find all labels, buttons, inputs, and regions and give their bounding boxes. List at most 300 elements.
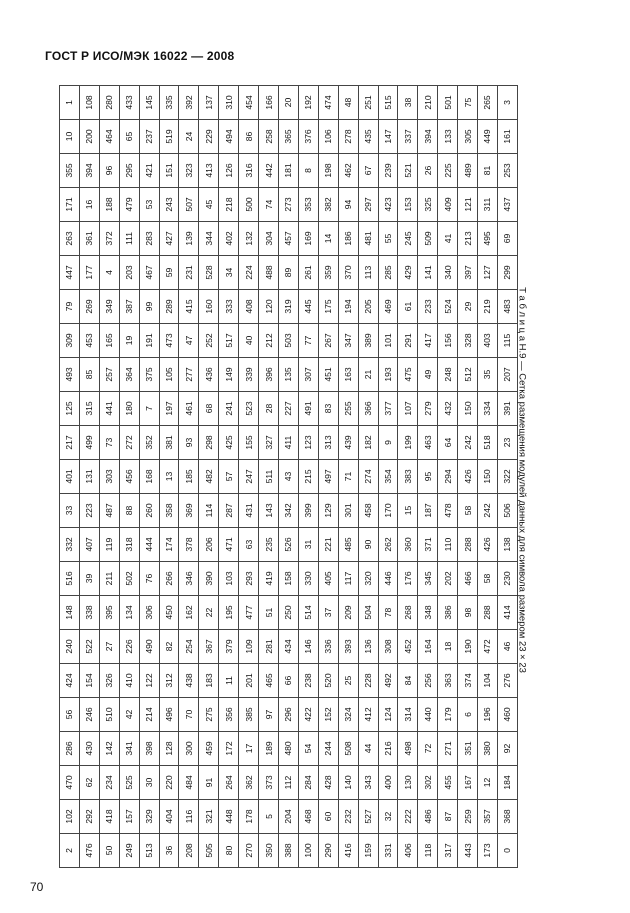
table-frame — [59, 85, 518, 868]
table-cell: 513 — [139, 834, 159, 868]
table-cell: 88 — [119, 494, 139, 528]
table-cell: 459 — [199, 732, 219, 766]
table-cell: 163 — [338, 358, 358, 392]
table-cell: 525 — [119, 766, 139, 800]
table-row — [159, 86, 179, 868]
table-cell: 109 — [239, 630, 259, 664]
table-cell: 60 — [318, 800, 338, 834]
table-cell: 97 — [259, 698, 279, 732]
table-cell: 168 — [139, 460, 159, 494]
table-cell: 332 — [60, 528, 80, 562]
table-cell: 433 — [119, 86, 139, 120]
table-cell: 464 — [99, 120, 119, 154]
table-cell: 219 — [478, 290, 498, 324]
table-cell: 23 — [497, 426, 517, 460]
table-cell: 181 — [278, 154, 298, 188]
table-cell: 505 — [199, 834, 219, 868]
table-cell: 270 — [239, 834, 259, 868]
table-cell: 326 — [99, 664, 119, 698]
table-cell: 443 — [458, 834, 478, 868]
table-cell: 352 — [139, 426, 159, 460]
table-cell: 262 — [378, 528, 398, 562]
table-cell: 265 — [478, 86, 498, 120]
table-cell: 293 — [239, 562, 259, 596]
table-row — [418, 86, 438, 868]
table-cell: 465 — [259, 664, 279, 698]
table-cell: 292 — [79, 800, 99, 834]
table-cell: 457 — [278, 222, 298, 256]
table-cell: 149 — [219, 358, 239, 392]
table-cell: 142 — [99, 732, 119, 766]
table-cell: 301 — [338, 494, 358, 528]
table-cell: 347 — [338, 324, 358, 358]
table-cell: 272 — [119, 426, 139, 460]
table-cell: 439 — [338, 426, 358, 460]
table-cell: 424 — [60, 664, 80, 698]
table-cell: 315 — [79, 392, 99, 426]
table-cell: 3 — [497, 86, 517, 120]
table-cell: 394 — [79, 154, 99, 188]
table-cell: 159 — [358, 834, 378, 868]
table-cell: 365 — [278, 120, 298, 154]
table-cell: 150 — [478, 460, 498, 494]
table-cell: 441 — [99, 392, 119, 426]
table-cell: 106 — [318, 120, 338, 154]
table-cell: 458 — [358, 494, 378, 528]
table-cell: 316 — [239, 154, 259, 188]
table-cell: 180 — [119, 392, 139, 426]
table-cell: 111 — [119, 222, 139, 256]
table-cell: 62 — [79, 766, 99, 800]
table-cell: 528 — [199, 256, 219, 290]
table-cell: 197 — [159, 392, 179, 426]
table-cell: 233 — [418, 290, 438, 324]
table-cell: 312 — [159, 664, 179, 698]
table-cell: 198 — [318, 154, 338, 188]
table-cell: 157 — [119, 800, 139, 834]
table-cell: 59 — [159, 256, 179, 290]
table-cell: 178 — [239, 800, 259, 834]
table-cell: 10 — [60, 120, 80, 154]
table-cell: 477 — [239, 596, 259, 630]
table-cell: 127 — [478, 256, 498, 290]
table-cell: 280 — [99, 86, 119, 120]
table-cell: 145 — [139, 86, 159, 120]
table-cell: 345 — [418, 562, 438, 596]
table-cell: 21 — [358, 358, 378, 392]
table-cell: 344 — [199, 222, 219, 256]
table-cell: 186 — [338, 222, 358, 256]
table-cell: 130 — [398, 766, 418, 800]
module-placement-table — [59, 85, 518, 868]
table-cell: 151 — [159, 154, 179, 188]
table-cell: 341 — [119, 732, 139, 766]
table-cell: 415 — [179, 290, 199, 324]
table-cell: 243 — [159, 188, 179, 222]
table-cell: 129 — [318, 494, 338, 528]
table-cell: 509 — [418, 222, 438, 256]
table-cell: 13 — [159, 460, 179, 494]
table-cell: 479 — [119, 188, 139, 222]
table-cell: 244 — [318, 732, 338, 766]
table-cell: 283 — [139, 222, 159, 256]
table-cell: 482 — [199, 460, 219, 494]
table-cell: 215 — [298, 460, 318, 494]
table-cell: 406 — [398, 834, 418, 868]
table-cell: 429 — [398, 256, 418, 290]
table-cell: 450 — [159, 596, 179, 630]
table-cell: 69 — [497, 222, 517, 256]
table-cell: 43 — [278, 460, 298, 494]
table-cell: 503 — [278, 324, 298, 358]
table-cell: 386 — [438, 596, 458, 630]
table-cell: 412 — [358, 698, 378, 732]
table-cell: 393 — [338, 630, 358, 664]
table-cell: 399 — [298, 494, 318, 528]
table-cell: 362 — [239, 766, 259, 800]
table-cell: 481 — [358, 222, 378, 256]
table-cell: 281 — [259, 630, 279, 664]
table-cell: 489 — [458, 154, 478, 188]
table-cell: 141 — [418, 256, 438, 290]
table-cell: 425 — [219, 426, 239, 460]
table-cell: 67 — [358, 154, 378, 188]
table-cell: 193 — [378, 358, 398, 392]
table-cell: 447 — [60, 256, 80, 290]
table-cell: 493 — [60, 358, 80, 392]
table-cell: 304 — [259, 222, 279, 256]
table-cell: 419 — [259, 562, 279, 596]
table-cell: 108 — [79, 86, 99, 120]
table-cell: 512 — [458, 358, 478, 392]
table-cell: 446 — [378, 562, 398, 596]
table-cell: 305 — [458, 120, 478, 154]
table-cell: 95 — [418, 460, 438, 494]
table-cell: 275 — [199, 698, 219, 732]
table-cell: 199 — [398, 426, 418, 460]
table-cell: 239 — [378, 154, 398, 188]
table-cell: 367 — [199, 630, 219, 664]
table-cell: 494 — [219, 120, 239, 154]
table-cell: 416 — [338, 834, 358, 868]
table-cell: 172 — [219, 732, 239, 766]
table-row — [378, 86, 398, 868]
table-row — [139, 86, 159, 868]
table-cell: 526 — [278, 528, 298, 562]
table-cell: 492 — [378, 664, 398, 698]
table-cell: 287 — [219, 494, 239, 528]
table-cell: 152 — [318, 698, 338, 732]
table-cell: 336 — [318, 630, 338, 664]
table-cell: 102 — [60, 800, 80, 834]
document-header: ГОСТ Р ИСО/МЭК 16022 — 2008 — [45, 49, 235, 63]
table-cell: 364 — [119, 358, 139, 392]
table-cell: 9 — [378, 426, 398, 460]
table-cell: 392 — [179, 86, 199, 120]
table-cell: 279 — [418, 392, 438, 426]
table-cell: 38 — [398, 86, 418, 120]
table-cell: 449 — [478, 120, 498, 154]
table-cell: 202 — [438, 562, 458, 596]
table-cell: 263 — [60, 222, 80, 256]
table-cell: 390 — [199, 562, 219, 596]
table-cell: 135 — [278, 358, 298, 392]
table-cell: 294 — [438, 460, 458, 494]
table-cell: 126 — [219, 154, 239, 188]
table-cell: 473 — [159, 324, 179, 358]
table-cell: 402 — [219, 222, 239, 256]
table-cell: 325 — [418, 188, 438, 222]
table-cell: 440 — [418, 698, 438, 732]
table-cell: 361 — [79, 222, 99, 256]
table-cell: 376 — [298, 120, 318, 154]
table-cell: 254 — [179, 630, 199, 664]
table-cell: 350 — [259, 834, 279, 868]
table-row — [99, 86, 119, 868]
table-cell: 249 — [119, 834, 139, 868]
table-cell: 195 — [219, 596, 239, 630]
table-cell: 289 — [159, 290, 179, 324]
table-cell: 435 — [358, 120, 378, 154]
table-cell: 400 — [378, 766, 398, 800]
table-cell: 174 — [159, 528, 179, 562]
table-cell: 487 — [99, 494, 119, 528]
table-cell: 177 — [79, 256, 99, 290]
table-cell: 377 — [378, 392, 398, 426]
table-cell: 220 — [159, 766, 179, 800]
table-cell: 358 — [159, 494, 179, 528]
table-cell: 252 — [199, 324, 219, 358]
table-row — [478, 86, 498, 868]
table-cell: 175 — [318, 290, 338, 324]
table-cell: 40 — [239, 324, 259, 358]
table-cell: 488 — [259, 256, 279, 290]
table-cell: 100 — [298, 834, 318, 868]
table-cell: 140 — [338, 766, 358, 800]
table-cell: 167 — [458, 766, 478, 800]
table-cell: 250 — [278, 596, 298, 630]
table-cell: 374 — [458, 664, 478, 698]
table-cell: 268 — [398, 596, 418, 630]
table-cell: 403 — [478, 324, 498, 358]
table-cell: 90 — [358, 528, 378, 562]
table-cell: 7 — [139, 392, 159, 426]
table-cell: 383 — [398, 460, 418, 494]
table-cell: 461 — [179, 392, 199, 426]
table-cell: 147 — [378, 120, 398, 154]
table-cell: 311 — [478, 188, 498, 222]
table-cell: 42 — [119, 698, 139, 732]
table-cell: 5 — [259, 800, 279, 834]
table-cell: 86 — [239, 120, 259, 154]
table-cell: 41 — [438, 222, 458, 256]
table-cell: 510 — [99, 698, 119, 732]
table-row — [219, 86, 239, 868]
table-cell: 411 — [278, 426, 298, 460]
table-cell: 246 — [79, 698, 99, 732]
table-cell: 319 — [278, 290, 298, 324]
table-cell: 338 — [79, 596, 99, 630]
table-cell: 17 — [239, 732, 259, 766]
table-cell: 437 — [497, 188, 517, 222]
table-cell: 74 — [259, 188, 279, 222]
table-cell: 117 — [338, 562, 358, 596]
table-cell: 132 — [239, 222, 259, 256]
table-cell: 472 — [478, 630, 498, 664]
table-cell: 454 — [239, 86, 259, 120]
table-cell: 514 — [298, 596, 318, 630]
table-cell: 25 — [338, 664, 358, 698]
table-cell: 408 — [239, 290, 259, 324]
table-cell: 310 — [219, 86, 239, 120]
table-cell: 27 — [99, 630, 119, 664]
table-cell: 306 — [139, 596, 159, 630]
table-cell: 314 — [398, 698, 418, 732]
table-cell: 61 — [398, 290, 418, 324]
table-cell: 486 — [418, 800, 438, 834]
table-cell: 485 — [338, 528, 358, 562]
table-cell: 330 — [298, 562, 318, 596]
table-row — [239, 86, 259, 868]
table-cell: 143 — [259, 494, 279, 528]
table-cell: 221 — [318, 528, 338, 562]
table-cell: 18 — [438, 630, 458, 664]
table-cell: 14 — [318, 222, 338, 256]
table-row — [338, 86, 358, 868]
table-cell: 387 — [119, 290, 139, 324]
table-cell: 474 — [318, 86, 338, 120]
table-cell: 45 — [199, 188, 219, 222]
table-cell: 302 — [418, 766, 438, 800]
table-cell: 323 — [179, 154, 199, 188]
table-cell: 122 — [139, 664, 159, 698]
table-cell: 517 — [219, 324, 239, 358]
table-cell: 285 — [378, 256, 398, 290]
table-cell: 77 — [298, 324, 318, 358]
table-cell: 19 — [119, 324, 139, 358]
table-cell: 203 — [119, 256, 139, 290]
table-cell: 82 — [159, 630, 179, 664]
table-cell: 218 — [219, 188, 239, 222]
table-cell: 401 — [60, 460, 80, 494]
table-cell: 363 — [438, 664, 458, 698]
table-cell: 303 — [99, 460, 119, 494]
table-cell: 6 — [458, 698, 478, 732]
table-cell: 226 — [119, 630, 139, 664]
table-cell: 355 — [60, 154, 80, 188]
table-row — [179, 86, 199, 868]
table-cell: 153 — [398, 188, 418, 222]
table-cell: 394 — [418, 120, 438, 154]
table-cell: 340 — [438, 256, 458, 290]
table-cell: 26 — [418, 154, 438, 188]
table-row — [259, 86, 279, 868]
table-row — [438, 86, 458, 868]
table-cell: 162 — [179, 596, 199, 630]
table-cell: 372 — [99, 222, 119, 256]
table-cell: 114 — [199, 494, 219, 528]
table-cell: 398 — [139, 732, 159, 766]
table-cell: 442 — [259, 154, 279, 188]
table-cell: 208 — [179, 834, 199, 868]
table-cell: 276 — [497, 664, 517, 698]
table-cell: 155 — [239, 426, 259, 460]
table-cell: 190 — [458, 630, 478, 664]
table-cell: 349 — [99, 290, 119, 324]
table-cell: 269 — [79, 290, 99, 324]
table-cell: 84 — [398, 664, 418, 698]
table-body — [60, 86, 518, 868]
table-cell: 150 — [458, 392, 478, 426]
table-cell: 455 — [438, 766, 458, 800]
table-cell: 85 — [79, 358, 99, 392]
table-cell: 527 — [358, 800, 378, 834]
table-cell: 211 — [99, 562, 119, 596]
table-row — [458, 86, 478, 868]
table-cell: 72 — [418, 732, 438, 766]
table-cell: 426 — [478, 528, 498, 562]
table-cell: 354 — [378, 460, 398, 494]
table-cell: 418 — [99, 800, 119, 834]
table-cell: 201 — [239, 664, 259, 698]
table-cell: 247 — [239, 460, 259, 494]
table-cell: 146 — [298, 630, 318, 664]
table-cell: 500 — [239, 188, 259, 222]
table-cell: 78 — [378, 596, 398, 630]
table-cell: 448 — [219, 800, 239, 834]
table-cell: 478 — [438, 494, 458, 528]
table-cell: 320 — [358, 562, 378, 596]
table-cell: 360 — [398, 528, 418, 562]
table-cell: 237 — [139, 120, 159, 154]
table-cell: 173 — [478, 834, 498, 868]
table-cell: 16 — [79, 188, 99, 222]
table-cell: 185 — [179, 460, 199, 494]
table-cell: 89 — [278, 256, 298, 290]
table-cell: 33 — [60, 494, 80, 528]
table-cell: 297 — [358, 188, 378, 222]
table-cell: 342 — [278, 494, 298, 528]
table-cell: 182 — [358, 426, 378, 460]
table-cell: 118 — [418, 834, 438, 868]
table-cell: 404 — [159, 800, 179, 834]
table-cell: 506 — [497, 494, 517, 528]
table-cell: 290 — [318, 834, 338, 868]
table-cell: 331 — [378, 834, 398, 868]
table-row — [60, 86, 80, 868]
table-cell: 91 — [199, 766, 219, 800]
table-cell: 124 — [378, 698, 398, 732]
table-cell: 158 — [278, 562, 298, 596]
table-cell: 204 — [278, 800, 298, 834]
table-row — [318, 86, 338, 868]
table-cell: 356 — [219, 698, 239, 732]
table-cell: 164 — [418, 630, 438, 664]
table-cell: 154 — [79, 664, 99, 698]
table-cell: 515 — [378, 86, 398, 120]
table-cell: 240 — [60, 630, 80, 664]
table-cell: 427 — [159, 222, 179, 256]
table-cell: 255 — [338, 392, 358, 426]
table-cell: 205 — [358, 290, 378, 324]
table-cell: 22 — [199, 596, 219, 630]
table-cell: 44 — [358, 732, 378, 766]
table-cell: 381 — [159, 426, 179, 460]
table-cell: 131 — [79, 460, 99, 494]
table-cell: 313 — [318, 426, 338, 460]
table-cell: 128 — [159, 732, 179, 766]
table-cell: 468 — [298, 800, 318, 834]
